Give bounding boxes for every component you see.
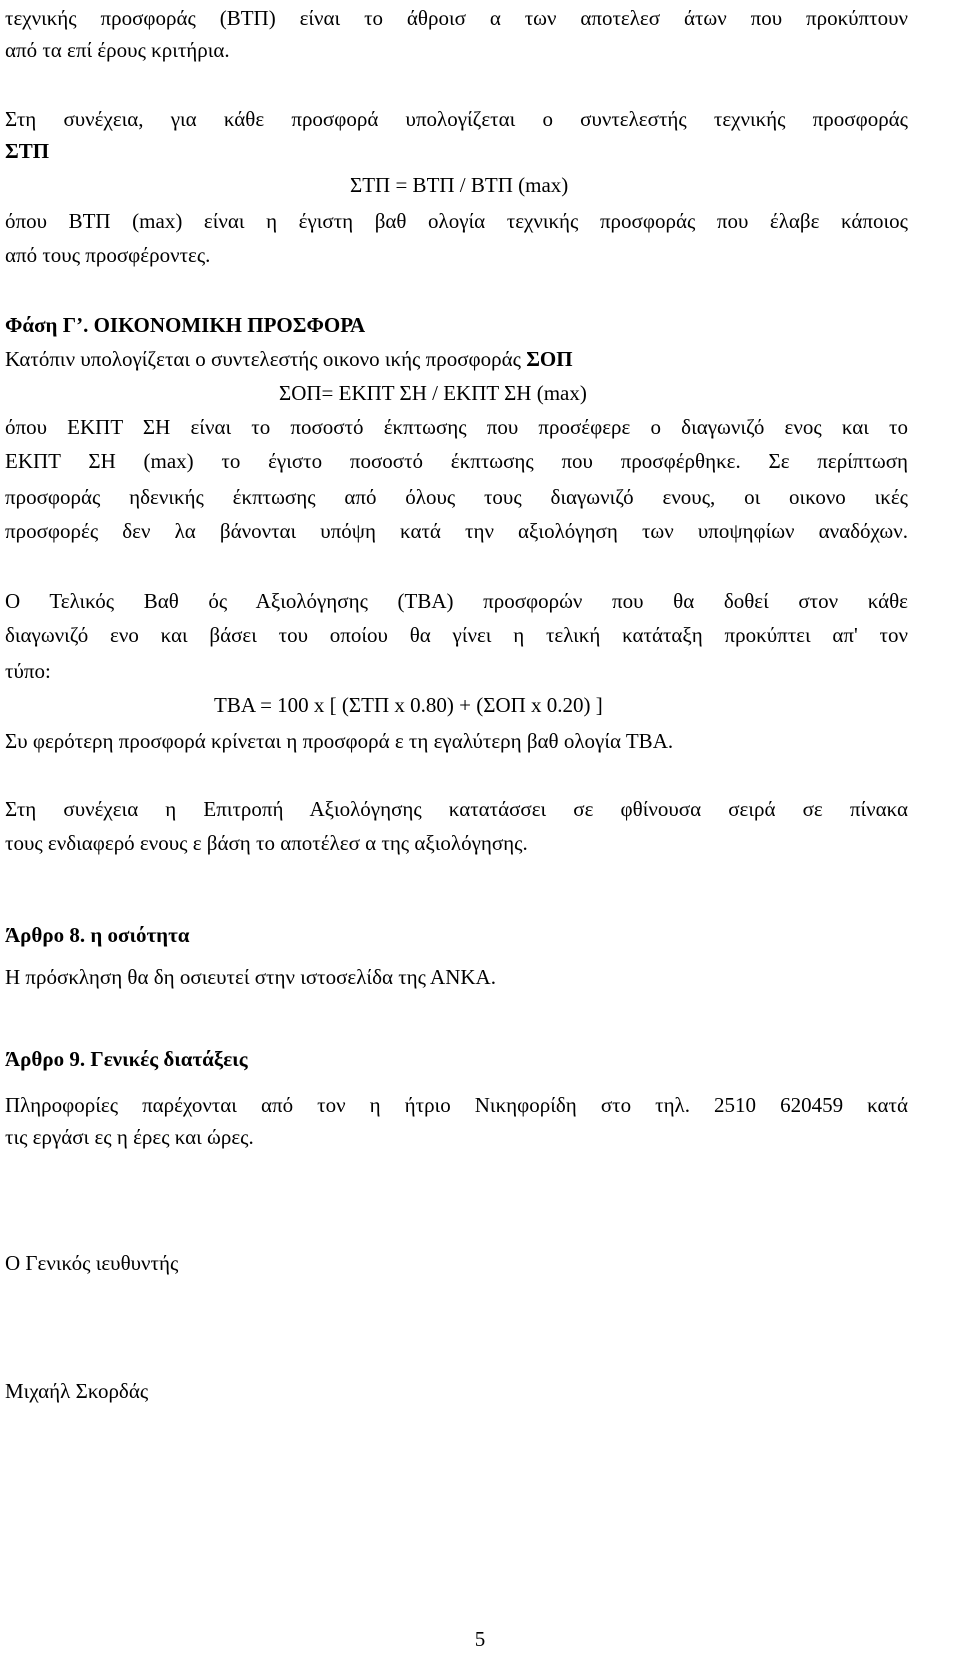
article-heading: Άρθρο 9. Γενικές διατάξεις (5, 1047, 248, 1071)
paragraph-line: διαγωνιζό ενο και βάσει του οποίου θα γίνει η τελική κατάταξη προκύπτει απ' τον (5, 623, 908, 647)
paragraph-line (5, 346, 573, 372)
formula-line: ΣΟΠ= ΕΚΠΤ ΣΗ / ΕΚΠΤ ΣΗ (max) (279, 381, 587, 405)
page-number: 5 (474, 1627, 486, 1651)
signature-name: Μιχαήλ Σκορδάς (5, 1379, 149, 1403)
paragraph-line: τεχνικής προσφοράς (ΒΤΠ) είναι το άθροισ α των αποτελεσ άτων που προκύπτουν (5, 6, 908, 30)
paragraph-line: προσφοράς ηδενικής έκπτωσης από όλους τους διαγωνιζό ενους, οι οικονο ικές (5, 485, 908, 509)
paragraph-line: τύπο: (5, 659, 51, 683)
formula-line: ΣΤΠ = ΒΤΠ / ΒΤΠ (max) (350, 173, 569, 197)
variable-label: ΣΤΠ (5, 139, 50, 163)
variable-label: ΣΟΠ (526, 347, 573, 371)
paragraph-line: Η πρόσκληση θα δη οσιευτεί στην ιστοσελίδα της ΑΝΚΑ. (5, 965, 496, 989)
paragraph-line: από τα επί έρους κριτήρια. (5, 38, 230, 62)
paragraph-line: Συ φερότερη προσφορά κρίνεται η προσφορά ε τη εγαλύτερη βαθ ολογία ΤΒΑ. (5, 729, 674, 753)
paragraph-line: προσφορές δεν λα βάνονται υπόψη κατά την αξιολόγηση των υποψηφίων αναδόχων. (5, 519, 908, 543)
paragraph-line: ΕΚΠΤ ΣΗ (max) το έγιστο ποσοστό έκπτωσης που προσφέρθηκε. Σε περίπτωση (5, 449, 908, 473)
paragraph-line: Στη συνέχεια η Επιτροπή Αξιολόγησης κατατάσσει σε φθίνουσα σειρά σε πίνακα (5, 797, 908, 821)
paragraph-line: τους ενδιαφερό ενους ε βάση το αποτέλεσ α της αξιολόγησης. (5, 831, 528, 855)
paragraph-line: Στη συνέχεια, για κάθε προσφορά υπολογίζεται ο συντελεστής τεχνικής προσφοράς (5, 107, 908, 131)
signature-title: Ο Γενικός ιευθυντής (5, 1251, 179, 1275)
paragraph-line: όπου ΒΤΠ (max) είναι η έγιστη βαθ ολογία τεχνικής προσφοράς που έλαβε κάποιος (5, 209, 908, 233)
paragraph-line: όπου ΕΚΠΤ ΣΗ είναι το ποσοστό έκπτωσης που προσέφερε ο διαγωνιζό ενος και το (5, 415, 908, 439)
paragraph-line: τις εργάσι ες η έρες και ώρες. (5, 1125, 254, 1149)
article-heading: Άρθρο 8. η οσιότητα (5, 923, 190, 947)
paragraph-line: Πληροφορίες παρέχονται από τον η ήτριο Νικηφορίδη στο τηλ. 2510 620459 κατά (5, 1093, 908, 1117)
formula-line: ΤΒΑ = 100 x [ (ΣΤΠ x 0.80) + (ΣΟΠ x 0.20) ] (214, 693, 603, 717)
section-heading: Φάση Γ’. ΟΙΚΟΝΟΜΙΚΗ ΠΡΟΣΦΟΡΑ (5, 313, 366, 337)
paragraph-line: Ο Τελικός Βαθ ός Αξιολόγησης (ΤΒΑ) προσφορών που θα δοθεί στον κάθε (5, 589, 908, 613)
paragraph-line: από τους προσφέροντες. (5, 243, 211, 267)
paragraph-text: Κατόπιν υπολογίζεται ο συντελεστής οικονο ικής προσφοράς (5, 347, 527, 371)
